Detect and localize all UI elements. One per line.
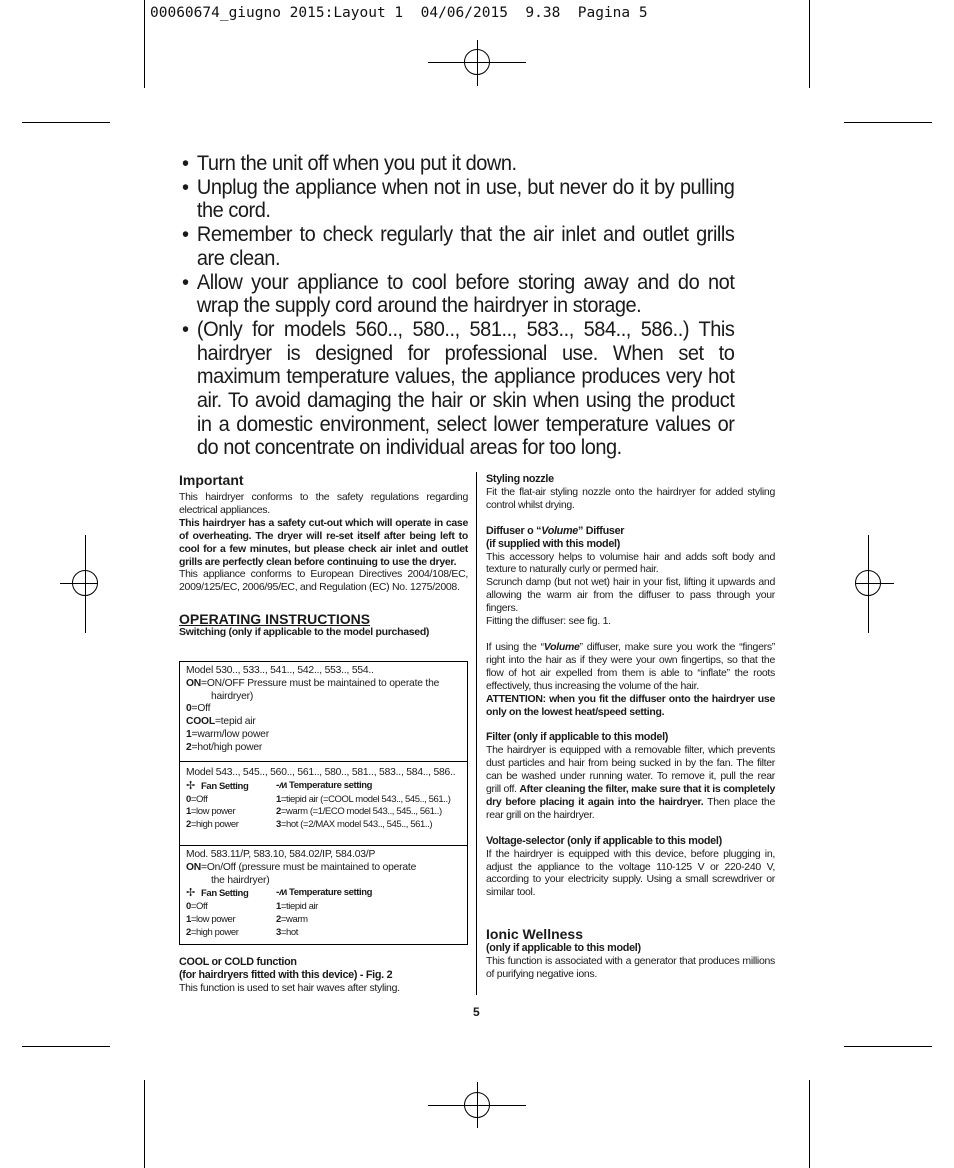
bullet-item: • Allow your appliance to cool before storing away and do not wrap the supply cord around the hairdryer in storage. xyxy=(182,269,735,318)
left-column xyxy=(179,472,468,639)
heat-icon: -ʍ xyxy=(276,887,288,899)
diffuser-text-3: Fitting the diffuser: see fig. 1. xyxy=(486,615,611,628)
filter-text: The hairdryer is equipped with a removable filter, which prevents dust particles and hair from being sucked in by the fan. The filter can be washed under running water. To remove it, pull the rear grill off. After cleaning the filter, make sure that it is completely dry before placing it again into the hairdryer. Then place the rear grill on the hairdryer. xyxy=(486,744,775,821)
cool-section xyxy=(179,956,468,995)
cool-text: This function is used to set hair waves after styling. xyxy=(179,981,400,994)
bullet-item: • Turn the unit off when you put it down. xyxy=(182,151,517,175)
operating-instructions-heading: OPERATING INSTRUCTIONS xyxy=(179,611,371,628)
diffuser-heading: Diffuser o “Volume” Diffuser xyxy=(486,524,625,537)
fan-icon: ✢ xyxy=(186,887,196,900)
bullet-item: • Remember to check regularly that the air inlet and outlet grills are clean. xyxy=(182,222,735,270)
cool-subheading: (for hairdryers fitted with this device) - Fig. 2 xyxy=(179,968,393,981)
diffuser-text-1: This accessory helps to volumise hair and adds soft body and texture to naturally curly or permed hair. xyxy=(486,550,775,576)
heat-icon: -ʍ xyxy=(276,779,288,791)
volume-text: If using the “Volume” diffuser, make sure you work the “fingers” right into the hair as if they were your own fingertips, so that the flow of hot air expelled from them is able to “inflate” the roots effectively, thus increasing the volume of the hair. xyxy=(486,640,775,692)
box-models: Mod. 583.11/P, 583.10, 584.02/IP, 584.03/P xyxy=(186,849,376,860)
important-warning: This hairdryer has a safety cut-out which will operate in case of overheating. The dryer will re-set itself after being left to cool for a few minutes, but please check air inlet and outlet grills are perfectly clean before continuing to use the dryer. xyxy=(179,516,468,568)
important-text: This hairdryer conforms to the safety regulations regarding electrical appliances. xyxy=(179,491,468,516)
print-slug: 00060674_giugno 2015:Layout 1 04/06/2015 9.38 Pagina 5 xyxy=(150,5,648,21)
bullet-item: • (Only for models 560.., 580.., 581.., 583.., 584.., 586..) This hairdryer is designed for professional use. When set to maximum temperature values, the appliance produces very hot air. To avoid damaging the hair or skin when using the product in a domestic environment, select lower temperature values or do not concentrate on individual areas for too long. xyxy=(182,316,735,460)
diffuser-text-2: Scrunch damp (but not wet) hair in your fist, lifting it upwards and allowing the warm air from the diffuser to pass through your fingers. xyxy=(486,576,775,615)
cool-heading: COOL or COLD function xyxy=(179,956,297,968)
box-models: Model 530.., 533.., 541.., 542.., 553.., 554.. xyxy=(186,665,374,676)
page-number: 5 xyxy=(473,1005,480,1019)
ionic-subheading: (only if applicable to this model) xyxy=(486,942,641,955)
styling-text: Fit the flat-air styling nozzle onto the hairdryer for added styling control whilst drying. xyxy=(486,485,775,511)
box-models: Model 543.., 545.., 560.., 561.., 580.., 581.., 583.., 584.., 586.. xyxy=(186,767,456,778)
voltage-text: If the hairdryer is equipped with this device, before plugging in, adjust the appliance to the voltage 110-125 V or 220-240 V, according to your electricity supply. Using a small screwdriver or similar tool. xyxy=(486,847,775,899)
right-column xyxy=(486,473,775,981)
ionic-text: This function is associated with a generator that produces millions of purifying negative ions. xyxy=(486,955,775,981)
fan-icon: ✢ xyxy=(186,779,196,792)
column-divider xyxy=(476,472,477,995)
voltage-heading: Voltage-selector (only if applicable to this model) xyxy=(486,834,722,847)
ionic-heading: Ionic Wellness xyxy=(486,926,583,943)
diffuser-subheading: (if supplied with this model) xyxy=(486,537,621,550)
switch-box-2: Model 543.., 545.., 560.., 561.., 580.., 581.., 583.., 584.., 586.. ✢ Fan Setting -ʍ Temperature setting 0=Off 1=tiepid air (=COOL model 543.., 545.., 561..) 1=low power 2=warm (=1/ECO model 543.., 545.., 561..) 2=high power 3=hot (=2/MAX model 543.., 545.., 561..) xyxy=(179,761,468,846)
styling-heading: Styling nozzle xyxy=(486,473,554,485)
bullet-item: • Unplug the appliance when not in use, but never do it by pulling the cord. xyxy=(182,174,735,223)
attention-text: ATTENTION: when you fit the diffuser onto the hairdryer use only on the lowest heat/speed setting. xyxy=(486,692,775,718)
safety-bullets xyxy=(182,152,734,460)
switch-box-3: Mod. 583.11/P, 583.10, 584.02/IP, 584.03/P ON=On/Off (pressure must be maintained to operate the hairdryer) ✢ Fan Setting -ʍ Temperature setting 0=Off 1=tiepid air 1=low power 2=warm 2=high power 3=hot xyxy=(179,845,468,945)
important-heading: Important xyxy=(179,472,244,488)
directives-text: This appliance conforms to European Directives 2004/108/EC, 2009/125/EC, 2006/95/EC, and Regulation (EC) No. 1275/2008. xyxy=(179,568,468,594)
filter-heading: Filter (only if applicable to this model) xyxy=(486,731,669,744)
switching-subheading: Switching (only if applicable to the model purchased) xyxy=(179,626,430,639)
switch-box-1: Model 530.., 533.., 541.., 542.., 553.., 554.. ON=ON/OFF Pressure must be maintained to operate the hairdryer) 0=Off COOL=tepid air 1=warm/low power 2=hot/high power xyxy=(179,661,468,762)
